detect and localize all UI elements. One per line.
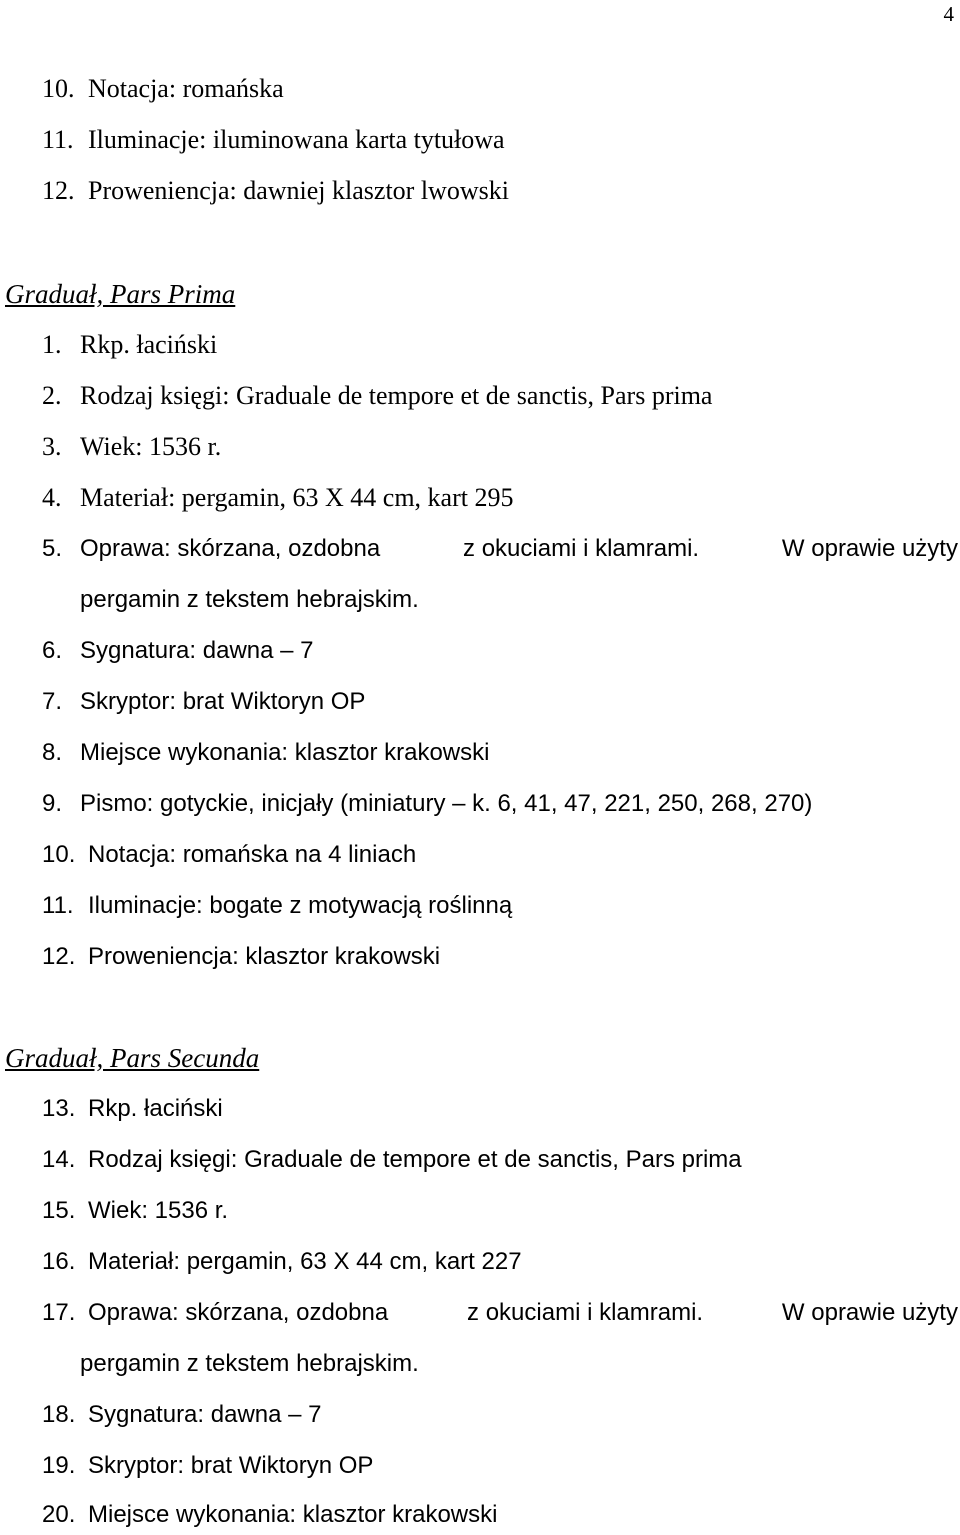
list-item-justified: [42, 534, 958, 564]
item-text: Miejsce wykonania: klasztor krakowski: [80, 739, 490, 766]
list-item: [42, 125, 505, 155]
list-item: [42, 738, 489, 768]
list-item: [42, 1247, 522, 1277]
item-number: 3.: [42, 432, 62, 461]
page-number: 4: [943, 2, 954, 26]
item-text: W oprawie użyty: [781, 1299, 958, 1326]
item-text: Miejsce wykonania: klasztor krakowski: [88, 1501, 498, 1528]
item-number: 12.: [42, 176, 75, 205]
item-text: Pismo: gotyckie, inicjały (miniatury – k. 6, 41, 47, 221, 250, 268, 270): [80, 790, 813, 817]
item-text: z okuciami i klamrami.: [467, 1299, 704, 1326]
list-item-continuation: pergamin z tekstem hebrajskim.: [80, 1350, 419, 1377]
item-number: 20.: [42, 1501, 76, 1528]
list-item: [42, 381, 712, 411]
item-text: Notacja: romańska: [88, 74, 284, 103]
section-heading: Graduał, Pars Secunda: [5, 1043, 260, 1073]
list-item: [42, 483, 513, 513]
item-number: 15.: [42, 1197, 76, 1224]
item-text: Rkp. łaciński: [88, 1095, 223, 1122]
item-text: Oprawa: skórzana, ozdobna: [88, 1299, 389, 1326]
item-number: 12.: [42, 943, 76, 970]
item-number: 7.: [42, 688, 63, 715]
list-item: [42, 1145, 742, 1175]
item-number: 10.: [42, 74, 75, 103]
item-number: 4.: [42, 483, 62, 512]
item-text: Skryptor: brat Wiktoryn OP: [80, 688, 366, 715]
item-number: 16.: [42, 1248, 76, 1275]
item-number: 2.: [42, 381, 62, 410]
item-text: Skryptor: brat Wiktoryn OP: [88, 1452, 374, 1479]
list-item-continuation: pergamin z tekstem hebrajskim.: [80, 586, 419, 613]
list-item-justified: [42, 1298, 958, 1328]
item-text: Materiał: pergamin, 63 X 44 cm, kart 227: [88, 1248, 522, 1275]
item-text: Rodzaj księgi: Graduale de tempore et de sanctis, Pars prima: [88, 1146, 742, 1173]
item-text: Rkp. łaciński: [80, 330, 218, 359]
item-number: 19.: [42, 1452, 76, 1479]
list-item: [42, 176, 509, 206]
item-text: Sygnatura: dawna – 7: [88, 1401, 322, 1428]
list-item: [42, 432, 221, 462]
list-item: [42, 636, 314, 666]
list-item: [42, 687, 365, 717]
list-item: [42, 1500, 497, 1530]
list-item: [42, 330, 217, 360]
list-item: [42, 1400, 322, 1430]
item-text: Iluminacje: bogate z motywacją roślinną: [88, 892, 513, 919]
item-text: Proweniencja: klasztor krakowski: [88, 943, 441, 970]
item-text: Sygnatura: dawna – 7: [80, 637, 314, 664]
item-text: Rodzaj księgi: Graduale de tempore et de sanctis, Pars prima: [80, 381, 713, 410]
item-text: Iluminacje: iluminowana karta tytułowa: [88, 125, 505, 154]
list-item: [42, 1094, 223, 1124]
item-number: 17.: [42, 1299, 76, 1326]
item-number: 11.: [42, 125, 74, 154]
item-number: 1.: [42, 330, 62, 359]
justified-segment: [42, 1298, 388, 1328]
list-item: [42, 891, 512, 921]
item-number: 18.: [42, 1401, 76, 1428]
item-text: Proweniencja: dawniej klasztor lwowski: [88, 176, 509, 205]
item-number: 14.: [42, 1146, 76, 1173]
item-number: 6.: [42, 637, 63, 664]
item-text: Notacja: romańska na 4 liniach: [88, 841, 417, 868]
list-item: [42, 1451, 373, 1481]
list-item: [42, 840, 416, 870]
item-text: Wiek: 1536 r.: [80, 432, 222, 461]
section-heading: Graduał, Pars Prima: [5, 279, 236, 309]
justified-segment: [42, 534, 380, 564]
item-number: 13.: [42, 1095, 76, 1122]
item-number: 8.: [42, 739, 63, 766]
item-text: W oprawie użyty: [781, 535, 958, 562]
item-text: z okuciami i klamrami.: [463, 535, 700, 562]
item-number: 10.: [42, 841, 76, 868]
list-item: [42, 1196, 228, 1226]
list-item: [42, 789, 812, 819]
item-number: 9.: [42, 790, 63, 817]
item-text: Wiek: 1536 r.: [88, 1197, 229, 1224]
item-text: Oprawa: skórzana, ozdobna: [80, 535, 381, 562]
item-text: Materiał: pergamin, 63 X 44 cm, kart 295: [80, 483, 514, 512]
list-item: [42, 942, 440, 972]
list-item: [42, 74, 284, 104]
item-number: 5.: [42, 535, 63, 562]
item-number: 11.: [42, 892, 74, 919]
